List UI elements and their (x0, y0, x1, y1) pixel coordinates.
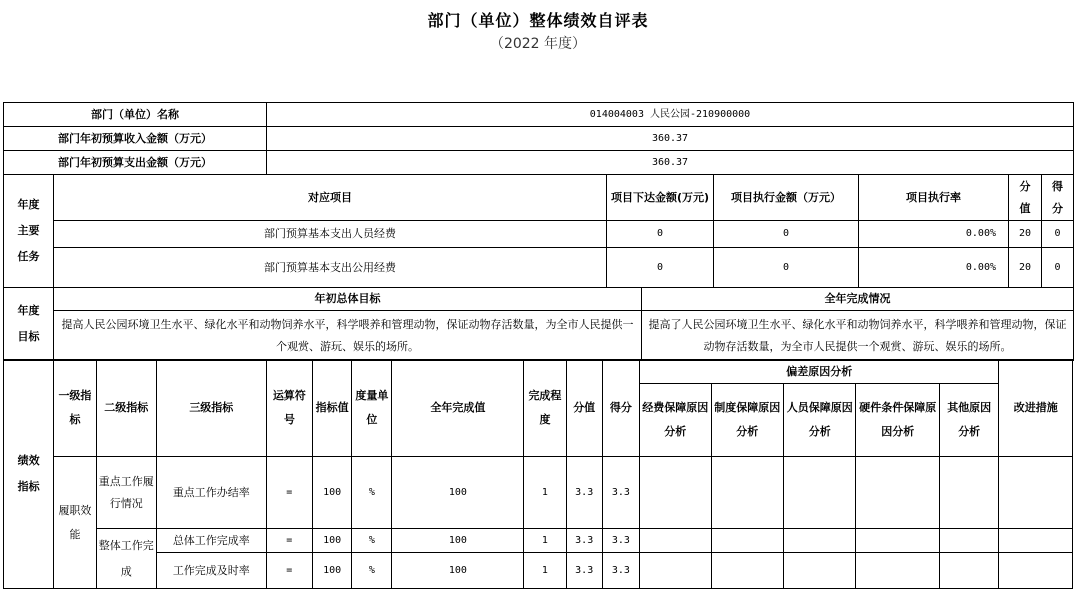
ind-unit: % (352, 553, 392, 589)
goals-section-label: 年度目标 (4, 288, 54, 361)
ind-improve-cell (999, 529, 1073, 553)
ind-header-unit: 度量单位 (352, 360, 392, 457)
ind-level3: 工作完成及时率 (156, 553, 266, 589)
ind-value: 3.3 (566, 529, 602, 553)
goals-completion-header: 全年完成情况 (642, 288, 1074, 311)
ind-degree: 1 (524, 457, 566, 529)
page-year: （2022 年度） (489, 36, 587, 52)
table-row (4, 457, 1073, 529)
ind-header-value: 分值 (566, 360, 602, 457)
ind-degree: 1 (524, 553, 566, 589)
task-project: 部门预算基本支出公用经费 (54, 248, 607, 288)
table-row (4, 529, 1073, 553)
ind-header-level2: 二级指标 (96, 360, 156, 457)
ind-operator: = (266, 529, 312, 553)
ind-staff-cell (783, 529, 855, 553)
table-row (4, 221, 1074, 248)
ind-header-target: 指标值 (312, 360, 351, 457)
task-rate: 0.00% (859, 248, 1009, 288)
income-label: 部门年初预算收入金额（万元） (4, 127, 267, 151)
ind-improve-cell (999, 457, 1073, 529)
ind-header-operator: 运算符号 (266, 360, 312, 457)
ind-other-cell (939, 457, 998, 529)
task-executed: 0 (714, 221, 859, 248)
basic-info-table (3, 102, 1074, 175)
ind-operator: = (266, 457, 312, 529)
indicators-section-label: 绩效指标 (4, 360, 54, 589)
ind-degree: 1 (524, 529, 566, 553)
ind-score: 3.3 (602, 553, 639, 589)
ind-target: 100 (312, 529, 351, 553)
ind-other-cell (939, 529, 998, 553)
tasks-table (3, 174, 1074, 288)
ind-staff-cell (783, 553, 855, 589)
task-issued: 0 (607, 248, 714, 288)
ind-header-level3: 三级指标 (156, 360, 266, 457)
ind-level2: 重点工作履行情况 (96, 457, 156, 529)
ind-level3: 重点工作办结率 (156, 457, 266, 529)
ind-system-cell (711, 553, 783, 589)
ind-score: 3.3 (602, 457, 639, 529)
ind-header-staff: 人员保障原因分析 (783, 384, 855, 457)
indicators-table (3, 359, 1073, 589)
dept-name-label: 部门（单位）名称 (4, 103, 267, 127)
page-title: 部门（单位）整体绩效自评表 (427, 11, 649, 30)
expense-value: 360.37 (267, 151, 1074, 175)
dept-name-value: 014004003 人民公园-210900000 (267, 103, 1074, 127)
ind-level2: 整体工作完成 (96, 529, 156, 589)
tasks-header-issued: 项目下达金额(万元) (607, 175, 714, 221)
ind-header-hardware: 硬件条件保障原因分析 (856, 384, 940, 457)
ind-level1: 履职效能 (54, 457, 96, 589)
goals-initial-text: 提高人民公园环境卫生水平、绿化水平和动物饲养水平，科学喂养和管理动物，保证动物存活数量，为全市人民提供一个观赏、游玩、娱乐的场所。 (54, 311, 642, 361)
ind-hardware-cell (856, 457, 940, 529)
tasks-section-label: 年度主要任务 (4, 175, 54, 288)
goals-table (3, 287, 1074, 361)
ind-actual: 100 (392, 457, 524, 529)
ind-fund-cell (640, 553, 711, 589)
ind-level3: 总体工作完成率 (156, 529, 266, 553)
ind-staff-cell (783, 457, 855, 529)
ind-hardware-cell (856, 529, 940, 553)
ind-other-cell (939, 553, 998, 589)
goals-completion-text: 提高了人民公园环境卫生水平、绿化水平和动物饲养水平，科学喂养和管理动物，保证动物存活数量，为全市人民提供一个观赏、游玩、娱乐的场所。 (642, 311, 1074, 361)
ind-header-degree: 完成程度 (524, 360, 566, 457)
ind-header-score: 得分 (602, 360, 639, 457)
ind-actual: 100 (392, 553, 524, 589)
ind-header-actual: 全年完成值 (392, 360, 524, 457)
task-rate: 0.00% (859, 221, 1009, 248)
ind-system-cell (711, 529, 783, 553)
task-issued: 0 (607, 221, 714, 248)
ind-target: 100 (312, 553, 351, 589)
ind-header-deviation: 偏差原因分析 (640, 360, 999, 384)
ind-operator: = (266, 553, 312, 589)
ind-unit: % (352, 457, 392, 529)
task-value: 20 (1009, 248, 1042, 288)
table-row (4, 248, 1074, 288)
ind-fund-cell (640, 457, 711, 529)
task-score: 0 (1042, 248, 1074, 288)
tasks-header-executed: 项目执行金额（万元） (714, 175, 859, 221)
tasks-header-project: 对应项目 (54, 175, 607, 221)
expense-label: 部门年初预算支出金额（万元） (4, 151, 267, 175)
ind-value: 3.3 (566, 553, 602, 589)
ind-header-other: 其他原因分析 (939, 384, 998, 457)
ind-system-cell (711, 457, 783, 529)
ind-target: 100 (312, 457, 351, 529)
ind-score: 3.3 (602, 529, 639, 553)
ind-actual: 100 (392, 529, 524, 553)
tasks-header-value: 分值 (1009, 175, 1042, 221)
task-project: 部门预算基本支出人员经费 (54, 221, 607, 248)
tasks-header-score: 得分 (1042, 175, 1074, 221)
ind-improve-cell (999, 553, 1073, 589)
income-value: 360.37 (267, 127, 1074, 151)
goals-initial-header: 年初总体目标 (54, 288, 642, 311)
table-row (4, 553, 1073, 589)
ind-header-level1: 一级指标 (54, 360, 96, 457)
ind-header-system: 制度保障原因分析 (711, 384, 783, 457)
task-score: 0 (1042, 221, 1074, 248)
ind-value: 3.3 (566, 457, 602, 529)
ind-header-fund: 经费保障原因分析 (640, 384, 711, 457)
task-value: 20 (1009, 221, 1042, 248)
ind-fund-cell (640, 529, 711, 553)
task-executed: 0 (714, 248, 859, 288)
ind-header-improve: 改进措施 (999, 360, 1073, 457)
ind-hardware-cell (856, 553, 940, 589)
tasks-header-rate: 项目执行率 (859, 175, 1009, 221)
ind-unit: % (352, 529, 392, 553)
